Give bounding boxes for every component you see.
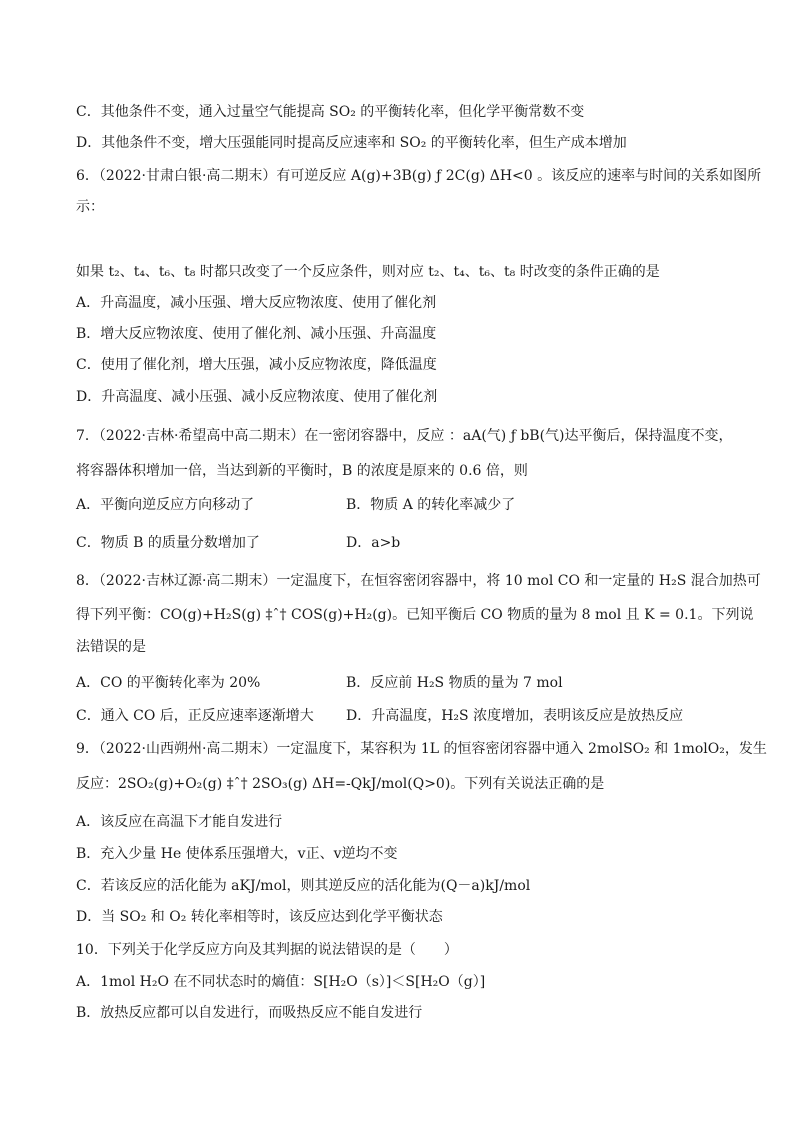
option-c: C．物质 B 的质量分数增加了 [76,535,260,551]
option-a: A．CO 的平衡转化率为 20% [76,675,261,691]
text-line: C．其他条件不变，通入过量空气能提高 SO₂ 的平衡转化率，但化学平衡常数不变 [76,104,585,120]
option-d: D．升高温度、减小压强、减小反应物浓度、使用了催化剂 [76,389,438,405]
question-7-stem: 7．（2022·吉林·希望高中高二期末）在一密闭容器中，反应 ：aA(气) ƒ bB(气)达平衡后，保持温度不变， [76,428,733,444]
option-b: B．增大反应物浓度、使用了催化剂、减小压强、升高温度 [76,326,437,342]
option-d: D．升高温度，H₂S 浓度增加，表明该反应是放热反应 [346,708,684,724]
text-line: D．其他条件不变，增大压强能同时提高反应速率和 SO₂ 的平衡转化率，但生产成本增加 [76,135,627,151]
option-a: A．1mol H₂O 在不同状态时的熵值：S[H₂O（s）]＜S[H₂O（g）] [76,974,486,990]
option-b: B．反应前 H₂S 物质的量为 7 mol [346,675,563,691]
text-line: 法错误的是 [76,639,146,655]
question-9-stem: 9．（2022·山西朔州·高二期末）一定温度下，某容积为 1L 的恒容密闭容器中通入 2molSO₂ 和 1molO₂，发生 [76,741,767,757]
text-line: 如果 t₂、t₄、t₆、t₈ 时都只改变了一个反应条件，则对应 t₂、t₄、t₆、t₈ 时改变的条件正确的是 [76,264,660,280]
text-line: 反应：2SO₂(g)+O₂(g) ‡ˆ† 2SO₃(g) ΔH=-QkJ/mol(Q>0)。下列有关说法正确的是 [76,776,605,792]
text-line: 得下列平衡：CO(g)+H₂S(g) ‡ˆ† COS(g)+H₂(g)。已知平衡后 CO 物质的量为 8 mol 且 K = 0.1。下列说 [76,607,754,623]
text-line: 示： [76,199,104,215]
option-a: A．升高温度，减小压强、增大反应物浓度、使用了催化剂 [76,295,437,311]
option-a: A．平衡向逆反应方向移动了 [76,497,255,513]
option-c: C．使用了催化剂，增大压强，减小反应物浓度，降低温度 [76,357,437,373]
question-6-stem: 6．（2022·甘肃白银·高二期末）有可逆反应 A(g)+3B(g) ƒ 2C(g) ΔH<0 。该反应的速率与时间的关系如图所 [76,168,762,184]
option-b: B．物质 A 的转化率减少了 [346,497,516,513]
text-line: 将容器体积增加一倍，当达到新的平衡时，B 的浓度是原来的 0.6 倍，则 [76,463,528,479]
option-d: D．当 SO₂ 和 O₂ 转化率相等时，该反应达到化学平衡状态 [76,909,443,925]
option-c: C．通入 CO 后，正反应速率逐渐增大 [76,708,314,724]
question-10-stem: 10．下列关于化学反应方向及其判据的说法错误的是（ ） [76,942,458,958]
option-b: B．放热反应都可以自发进行，而吸热反应不能自发进行 [76,1005,423,1021]
option-c: C．若该反应的活化能为 aKJ/mol，则其逆反应的活化能为(Q－a)kJ/mol [76,878,531,894]
question-8-stem: 8．（2022·吉林辽源·高二期末）一定温度下，在恒容密闭容器中，将 10 mol CO 和一定量的 H₂S 混合加热可 [76,573,761,589]
option-a: A．该反应在高温下才能自发进行 [76,814,283,830]
option-b: B．充入少量 He 使体系压强增大，v正、v逆均不变 [76,846,398,862]
option-d: D．a>b [346,535,401,551]
